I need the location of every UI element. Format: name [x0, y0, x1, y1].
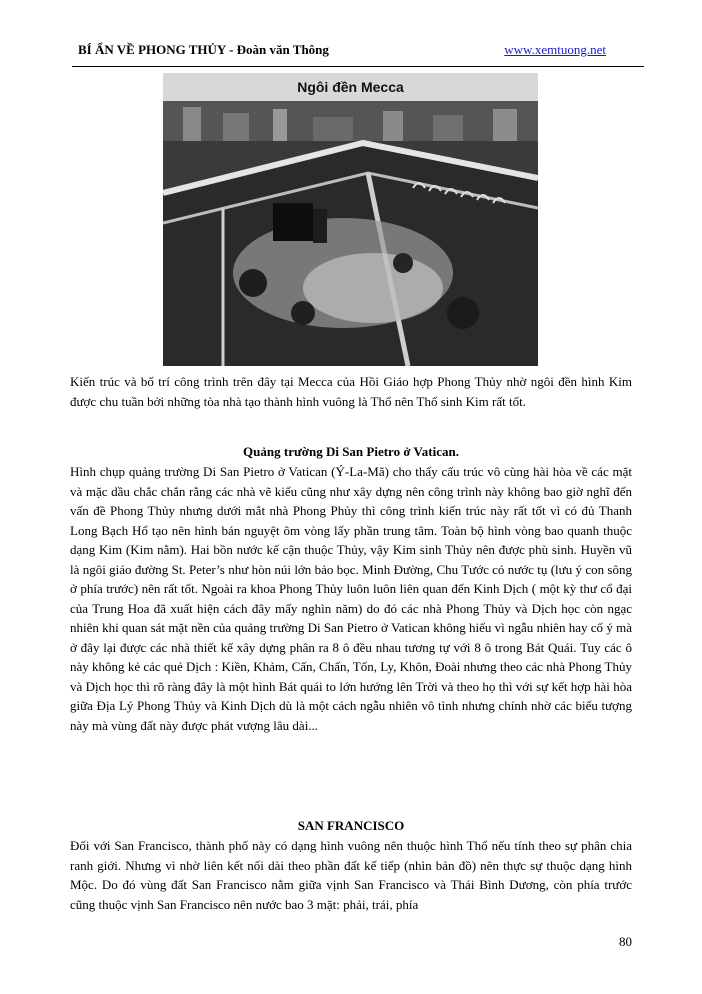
mecca-photo-image: [163, 73, 538, 366]
page-number: 80: [619, 934, 632, 949]
website-link[interactable]: www.xemtuong.net: [504, 42, 606, 57]
mecca-paragraph: Kiến trúc và bố trí công trình trên đây tại Mecca của Hồi Giáo hợp Phong Thủy nhờ ngôi đền hình Kim được chu tuần bởi những tòa nhà tạo thành hình vuông là Thổ nên Thổ sinh Kim rất tốt.: [70, 374, 632, 409]
page-header: [72, 38, 644, 67]
mecca-photo: [163, 73, 538, 366]
san-francisco-paragraph: Đối với San Francisco, thành phố này có dạng hình vuông nên thuộc hình Thổ nếu tính theo sự phân chia ranh giới. Nhưng vì nhờ liên kết nối dài theo phần đất kế tiếp (nhìn bản đồ) nên thực sự thuộc dạng hình Mộc. Do đó vùng đất San Francisco nằm giữa vịnh San Francisco và Thái Bình Dương, còn phía trước cũng thuộc vịnh San Francisco nên nước bao 3 mặt: phải, trái, phía: [70, 838, 632, 912]
san-francisco-heading: SAN FRANCISCO: [297, 818, 405, 833]
vatican-heading: Quảng trường Di San Pietro ở Vatican.: [243, 444, 459, 459]
header-title: BÍ ẨN VỀ PHONG THỦY - Đoàn văn Thông: [78, 42, 329, 57]
photo-caption: Ngôi đền Mecca: [297, 79, 404, 95]
vatican-paragraph: Hình chụp quảng trường Di San Pietro ở Vatican (Ý-La-Mã) cho thấy cấu trúc vô cùng hài hòa về các mặt và mặc dầu chắc chắn rằng các nhà vẽ kiểu cũng như xây dựng nên công trình này không bao giờ nghĩ đến vấn đề Phong Thủy nhưng dưới mắt nhà Phong Phủy thì công trình kiến trúc này rất tốt vì có đủ Thanh Long Bạch Hổ tạo nên hình bán nguyệt ôm vòng lấy phần trung tâm. Toàn bộ hình vòng bao quanh thuộc dạng Kim (Kim nằm). Hai bồn nước kế cận thuộc Thủy, vậy Kim sinh Thủy nên được phù sinh. Huyền vũ là ngôi giáo đường St. Peter’s như hòn núi lớn bảo bọc. Minh Đường, Chu Tước có nước tụ (lưu ý con sông ở phía trước) nên rất tốt. Ngoài ra khoa Phong Thủy luôn luôn liên quan đến Kinh Dịch ( một kỳ thư cổ đại của Trung Hoa đã xuất hiện cách đây mấy nghìn năm) do đó các nhà Phong Thủy và Dịch học còn ngạc nhiên khi quan sát mặt nền của quảng trường Di San Pietro ở Vatican không hiểu vì ngẫu nhiên hay cố ý mà ở đây lại được các nhà thiết kế xây dựng phân ra 8 ô đều nhau tương tự với 8 ô trong Bát Quái. Tuy các ô này không kẻ các quẻ Dịch : Kiền, Khảm, Cấn, Chấn, Tốn, Ly, Khôn, Đoài nhưng theo các nhà Phong Thủy và Dịch học thì rõ ràng đây là một hình Bát quái to lớn hướng lên Trời và theo họ thì với sự kết hợp hài hòa giữa Địa Lý Phong Thủy và Kinh Dịch dù là một cách ngẫu nhiên vô tình nhưng chính nhờ các biểu tượng này mà vùng đất này được phát vượng lâu dài...: [70, 464, 632, 733]
